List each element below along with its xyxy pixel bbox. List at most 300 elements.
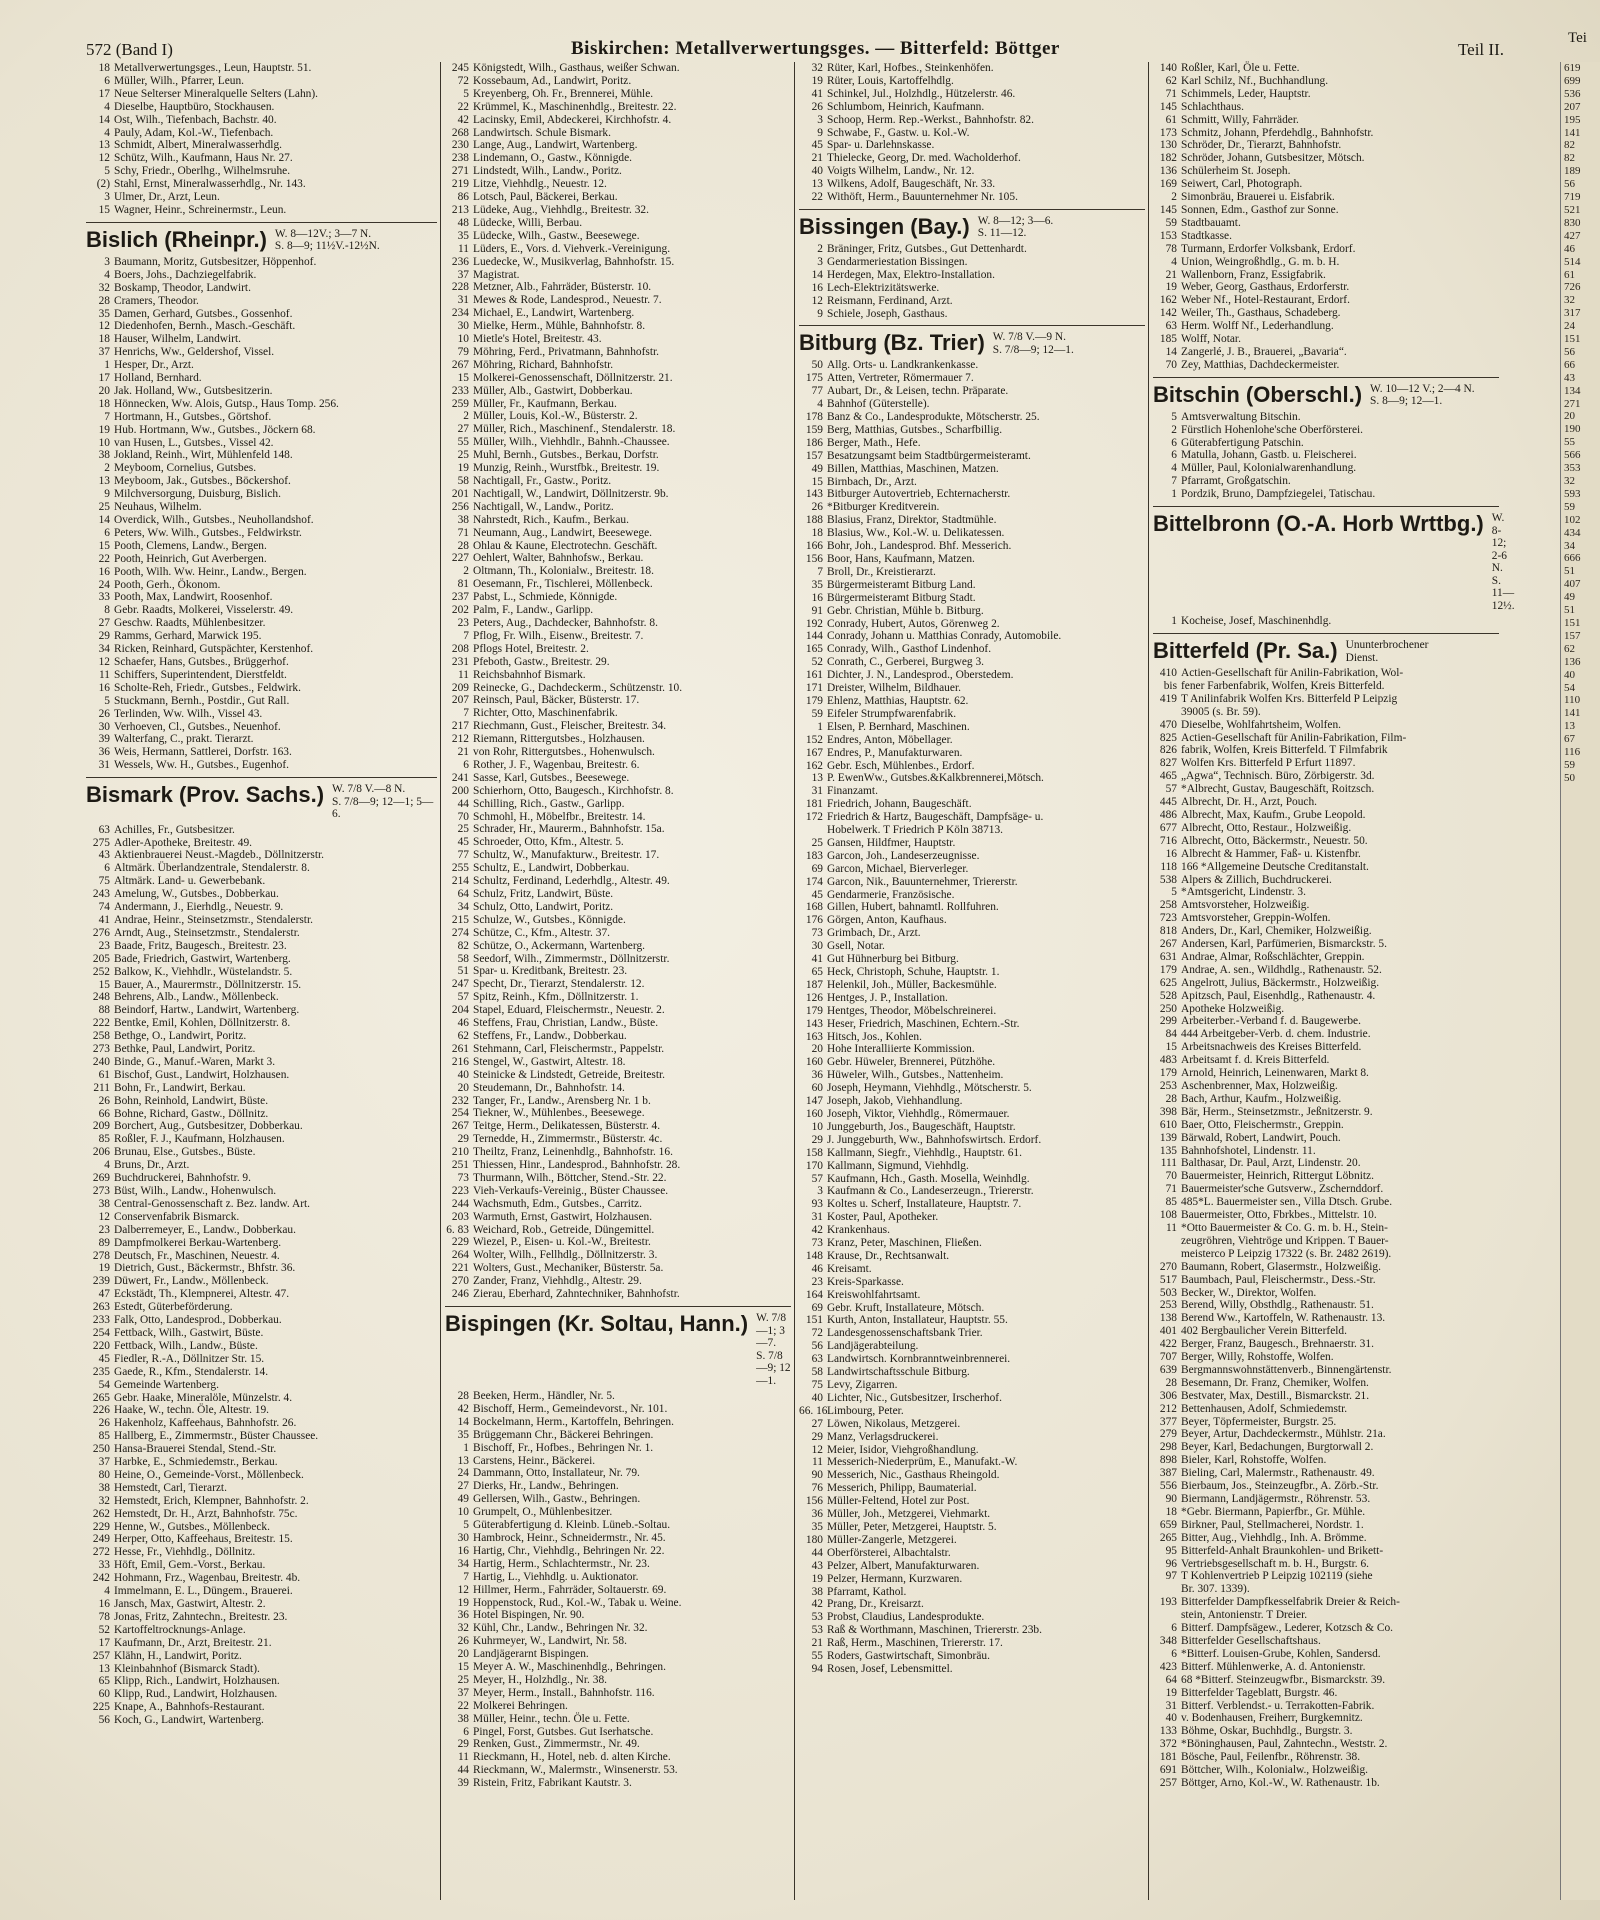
phone-number: 422 [1159,1338,1177,1351]
subscriber-entry [799,630,1145,643]
subscriber-name: Rother, J. F., Wagenbau, Breitestr. 6. [473,758,640,771]
margin-number: 593 [1564,487,1581,500]
subscriber-entry [799,1018,1145,1031]
phone-number: 181 [1159,1751,1177,1764]
subscriber-name: 485*L. Bauermeister sen., Villa Dtsch. Grube. [1181,1196,1393,1209]
subscriber-name: Deutsch, Fr., Maschinen, Neuestr. 4. [114,1249,280,1262]
subscriber-entry [799,1082,1145,1095]
phone-number: 21 [457,746,469,759]
subscriber-name: Schy, Friedr., Oberlhg., Wilhelmsruhe. [114,165,291,178]
page-number: 572 (Band I) [86,40,173,59]
subscriber-name: Stadtkasse. [1181,229,1232,242]
subscriber-entry [86,437,437,450]
subscriber-entry [86,630,437,643]
directory-column [794,62,1148,1900]
phone-number: 38 [98,449,110,462]
subscriber-name: Gendarmerie, Französische. [827,888,955,901]
phone-number: 3 [104,255,110,268]
phone-number: 220 [92,1339,110,1352]
subscriber-name: Schwabe, F., Gastw. u. Kol.-W. [827,126,970,139]
phone-number: 6 [1171,1647,1177,1660]
subscriber-name: Albrecht, Otto, Restaur., Holzweißig. [1181,821,1352,834]
phone-number: 57 [1165,783,1177,796]
subscriber-entry [445,462,791,475]
subscriber-entry [86,269,437,282]
subscriber-entry [86,579,437,592]
phone-number: 271 [451,165,469,178]
subscriber-name: Gendarmeriestation Bissingen. [827,255,968,268]
town-name: Bitburg (Bz. Trier) [799,330,985,356]
subscriber-name: Müller, Peter, Metzgerei, Hauptstr. 5. [827,1520,997,1533]
margin-number: 514 [1564,255,1581,268]
phone-number: 71 [1165,87,1177,100]
subscriber-name: Dalberremeyer, E., Landw., Dobberkau. [114,1223,296,1236]
subscriber-name: Schülerheim St. Joseph. [1181,165,1291,178]
subscriber-name: Lüdeke, Aug., Viehhdlg., Breitestr. 32. [473,203,649,216]
subscriber-entry [799,1586,1145,1599]
subscriber-name: Union, Weingroßhdlg., G. m. b. H. [1181,255,1340,268]
phone-number: 144 [805,630,823,643]
subscriber-entry [799,785,1145,798]
subscriber-entry [1153,1648,1499,1661]
subscriber-name: Baade, Fritz, Baugesch., Breitestr. 23. [114,939,287,952]
phone-number: 34 [457,1557,469,1570]
subscriber-entry [1153,1596,1499,1609]
phone-number: 180 [805,1533,823,1546]
margin-number: 699 [1564,74,1581,87]
subscriber-entry [799,592,1145,605]
subscriber-name: Metzner, Alb., Fahrräder, Büsterstr. 10. [473,281,652,294]
subscriber-name: Weber, Georg, Gasthaus, Erdorferstr. [1181,281,1350,294]
phone-number: 135 [1159,1144,1177,1157]
phone-number: 32 [98,281,110,294]
subscriber-name: Heck, Christoph, Schuhe, Hauptstr. 1. [827,966,1000,978]
subscriber-name: Bruns, Dr., Arzt. [114,1159,190,1172]
subscriber-entry [1153,1377,1499,1390]
subscriber-entry [1153,346,1499,359]
phone-number: 24 [98,578,110,591]
phone-number: 56 [98,1714,110,1727]
margin-number: 189 [1564,165,1581,178]
subscriber-name: Balkow, K., Viehhdlr., Wüstelandstr. 5. [114,965,293,978]
subscriber-entry [1153,1777,1499,1790]
subscriber-name: Albrecht, Otto, Bäckermstr., Neuestr. 50. [1181,834,1368,847]
subscriber-entry [445,1133,791,1146]
subscriber-entry [86,1314,437,1327]
subscriber-entry [86,1327,437,1340]
phone-number: 2 [104,462,110,475]
subscriber-entry [86,617,437,630]
subscriber-name: Haake, W., techn. Öle, Altestr. 19. [114,1404,270,1417]
phone-number: 200 [451,784,469,797]
subscriber-name: Joseph, Viktor, Viehhdlg., Römermauer. [827,1107,1010,1120]
phone-number [1153,1609,1181,1622]
margin-number: 427 [1564,229,1581,242]
subscriber-name: Bitterfelder Gesellschaftshaus. [1181,1634,1321,1647]
subscriber-name: Bitburger Autovertrieb, Echternacherstr. [827,488,1011,501]
subscriber-name: Kühl, Chr., Landw., Behringen Nr. 32. [473,1622,648,1635]
subscriber-entry [1153,744,1499,757]
subscriber-name: Pelzer, Albert, Manufakturwaren. [827,1559,980,1572]
phone-number: 716 [1159,834,1177,847]
subscriber-name: Lindemann, O., Gastw., Könnigde. [473,152,633,165]
subscriber-entry [86,1288,437,1301]
phone-number: 265 [92,1391,110,1404]
subscriber-name: Hartig, Herm., Schlachtermstr., Nr. 23. [473,1557,650,1570]
subscriber-entry [799,1353,1145,1366]
subscriber-entry [445,385,791,398]
subscriber-entry [86,449,437,462]
phone-number: 221 [451,1262,469,1275]
subscriber-name: 39005 (s. Br. 59). [1181,705,1261,718]
subscriber-entry [799,178,1145,191]
phone-number: 11 [458,1751,469,1764]
subscriber-name: Theiltz, Franz, Leinenhdlg., Bahnhofstr. 16. [473,1146,673,1159]
phone-number: 39 [98,733,110,746]
subscriber-entry [1153,796,1499,809]
subscriber-entry [1153,475,1499,488]
subscriber-entry [86,75,437,88]
phone-number: 48 [457,216,469,229]
margin-number: 82 [1564,139,1575,152]
subscriber-entry [1153,1558,1499,1571]
page-header [86,22,1504,60]
subscriber-entry [799,1031,1145,1044]
phone-number: 16 [811,591,823,604]
subscriber-entry [799,1392,1145,1405]
phone-number: 90 [1165,1493,1177,1505]
subscriber-name: Bieler, Karl, Rohstoffe, Wolfen. [1181,1454,1327,1467]
subscriber-entry [799,876,1145,889]
subscriber-entry [86,1585,437,1598]
subscriber-name: Brunau, Else., Gutsbes., Büste. [114,1146,256,1159]
subscriber-name: Dierks, Hr., Landw., Behringen. [473,1480,619,1493]
subscriber-entry [86,204,437,217]
phone-number: 79 [457,345,469,358]
subscriber-entry [799,256,1145,269]
subscriber-name: Neumann, Aug., Landwirt, Beesewege. [473,526,653,539]
subscriber-name: Andrae, Almar, Roßschlächter, Greppin. [1181,950,1365,963]
subscriber-entry [86,308,437,321]
subscriber-entry [1153,822,1499,835]
subscriber-name: Eckstädt, Th., Klempnerei, Altestr. 47. [114,1288,290,1301]
phone-number: 22 [98,552,110,565]
phone-number: 6 [1171,1622,1177,1635]
phone-number: 192 [805,617,823,630]
margin-number: 566 [1564,449,1581,462]
phone-number: 16 [98,565,110,578]
phone-number: 44 [457,797,469,810]
subscriber-entry [86,1714,437,1727]
subscriber-entry [445,578,791,591]
subscriber-name: van Husen, L., Gutsbes., Vissel 42. [114,436,274,449]
subscriber-entry [86,1095,437,1108]
subscriber-entry [86,1056,437,1069]
subscriber-entry [799,282,1145,295]
subscriber-name: Besatzungsamt beim Stadtbürgermeisteramt. [827,449,1031,462]
phone-number: 265 [1159,1531,1177,1544]
phone-number: 181 [805,798,823,811]
subscriber-entry [1153,1041,1499,1054]
subscriber-name: Hansa-Brauerei Stendal, Stend.-Str. [114,1443,277,1456]
subscriber-name: *Otto Bauermeister & Co. G. m. b. H., Stein- [1181,1221,1388,1234]
subscriber-entry [1153,1751,1499,1764]
subscriber-entry [86,940,437,953]
subscriber-name: Sonnen, Edm., Gasthof zur Sonne. [1181,203,1339,216]
subscriber-name: Dieselbe, Hauptbüro, Stockhausen. [114,100,275,113]
subscriber-name: Bauermeister'sche Gutsverw., Zschernddorf. [1181,1183,1384,1196]
page-title: Biskirchen: Metallverwertungsges. — Bitterfeld: Böttger [571,38,1060,59]
subscriber-name: Michael, E., Landwirt, Wartenberg. [473,307,635,320]
phone-number: 65 [811,966,823,978]
phone-number: 377 [1159,1415,1177,1428]
phone-number: 58 [811,1366,823,1379]
phone-number: 72 [811,1327,823,1340]
subscriber-name: v. Bodenhausen, Freiherr, Burgkemnitz. [1181,1712,1363,1725]
subscriber-entry [86,1624,437,1637]
subscriber-entry [445,152,791,165]
subscriber-entry [445,1262,791,1275]
phone-number: 61 [98,1068,110,1081]
subscriber-entry [1153,848,1499,861]
subscriber-entry [799,992,1145,1005]
subscriber-entry [445,772,791,785]
subscriber-name: Beyer, Karl, Bedachungen, Burgtorwall 2. [1181,1441,1374,1454]
subscriber-name: Hohe Interalliierte Kommission. [827,1043,975,1056]
margin-number: 32 [1564,475,1575,487]
phone-number: 252 [92,965,110,978]
phone-number: 256 [451,500,469,513]
subscriber-entry [1153,217,1499,230]
phone-number: 1 [104,359,110,372]
margin-number: 195 [1564,113,1581,126]
subscriber-name: Conrady, Johann u. Matthias Conrady, Automobile. [827,630,1062,643]
subscriber-entry [86,927,437,940]
subscriber-name: Amelung, W., Gutsbes., Dobberkau. [114,888,279,901]
subscriber-name: Angelrott, Julius, Bäckermstr., Holzweißig. [1181,976,1380,989]
phone-number: 12 [811,294,823,307]
subscriber-entry [445,1674,791,1687]
subscriber-name: Fettback, Wilh., Landw., Büste. [114,1339,258,1352]
phone-number: 398 [1159,1105,1177,1118]
phone-number: 58 [457,475,469,487]
subscriber-name: Kreisamt. [827,1262,872,1275]
subscriber-name: Hentges, J. P., Installation. [827,991,948,1004]
subscriber-name: Lech-Elektrizitätswerke. [827,281,940,294]
subscriber-entry [445,165,791,178]
phone-number [1153,1248,1181,1261]
subscriber-name: Litze, Viehhdlg., Neuestr. 12. [473,178,607,191]
phone-number: 5 [463,87,469,100]
phone-number: 73 [457,1171,469,1184]
margin-number: 521 [1564,203,1581,216]
phone-number: 212 [451,733,469,746]
phone-number: 26 [98,1094,110,1107]
subscriber-name: Bentke, Emil, Kohlen, Döllnitzerstr. 8. [114,1017,291,1030]
subscriber-name: Riemann, Rittergutsbes., Holzhausen. [473,733,645,746]
subscriber-name: Jokland, Reinh., Wirt, Mühlenfeld 148. [114,449,293,462]
phone-number: 270 [1159,1260,1177,1273]
subscriber-entry [1153,1583,1499,1596]
subscriber-entry [799,734,1145,747]
subscriber-name: Zander, Franz, Viehhdlg., Altestr. 29. [473,1275,642,1288]
phone-number: 89 [98,1236,110,1249]
subscriber-entry [1153,925,1499,938]
subscriber-entry [86,888,437,901]
subscriber-name: Hillmer, Herm., Fahrräder, Soltauerstr. 69. [473,1583,667,1596]
subscriber-name: Stehmann, Carl, Fleischermstr., Pappelstr. [473,1042,665,1055]
subscriber-entry [1153,165,1499,178]
subscriber-entry [1153,1570,1499,1583]
subscriber-name: Hambrock, Heinr., Schneidermstr., Nr. 45. [473,1531,666,1544]
phone-number: 25 [457,1673,469,1686]
margin-number: 59 [1564,500,1575,513]
subscriber-name: Probst, Claudius, Landesprodukte. [827,1611,985,1624]
subscriber-name: Lotsch, Paul, Bäckerei, Berkau. [473,191,618,204]
phone-number: 174 [805,875,823,888]
margin-number: 34 [1564,539,1575,552]
subscriber-entry [1153,770,1499,783]
phone-number: 59 [1165,216,1177,229]
subscriber-name: Molkerei Behringen. [473,1699,568,1712]
subscriber-name: Nachtigall, W., Landw., Poritz. [473,500,614,513]
phone-number: 22 [457,1699,469,1712]
phone-number: 27 [457,1480,469,1493]
phone-number: 173 [1159,126,1177,139]
subscriber-entry [1153,1287,1499,1300]
subscriber-entry [86,1675,437,1688]
subscriber-entry [1153,1299,1499,1312]
subscriber-entry [86,1456,437,1469]
subscriber-entry [86,1146,437,1159]
phone-number: 63 [811,1353,823,1366]
subscriber-name: Munzig, Reinh., Wurstfbk., Breitestr. 19. [473,462,660,475]
margin-number: 67 [1564,733,1575,746]
phone-number: 4 [104,100,110,113]
subscriber-name: Eifeler Strumpfwarenfabrik. [827,707,957,720]
subscriber-name: Bierbaum, Jos., Steinzeugfbr., A. Zörb.-Str. [1181,1480,1379,1493]
phone-number: 90 [811,1469,823,1482]
subscriber-entry [1153,977,1499,990]
subscriber-entry [86,398,437,411]
subscriber-entry [445,1609,791,1622]
subscriber-name: Bethge, O., Landwirt, Poritz. [114,1030,247,1043]
subscriber-entry [799,476,1145,489]
subscriber-name: Arbeitsnachweis des Kreises Bitterfeld. [1181,1041,1362,1054]
subscriber-name: Hentges, Theodor, Möbelschreinerei. [827,1004,997,1017]
phone-number: 12 [98,152,110,165]
subscriber-entry [799,1134,1145,1147]
subscriber-entry [799,1289,1145,1302]
subscriber-name: Bischoff, Fr., Hofbes., Behringen Nr. 1. [473,1441,654,1454]
subscriber-entry [1153,1416,1499,1429]
phone-number: 470 [1159,718,1177,731]
subscriber-entry [799,927,1145,940]
subscriber-entry [445,707,791,720]
phone-number: 15 [457,1661,469,1674]
phone-number: 44 [457,1764,469,1777]
phone-number: 255 [451,862,469,875]
subscriber-name: Bischoff, Herm., Gemeindevorst., Nr. 101. [473,1402,668,1415]
subscriber-entry [799,1211,1145,1224]
phone-number: 2 [1171,423,1177,436]
subscriber-name: Reichsbahnhof Bismark. [473,668,586,681]
subscriber-name: Achilles, Fr., Gutsbesitzer. [114,823,235,836]
subscriber-entry [445,1442,791,1455]
phone-number: 2 [1171,191,1177,204]
subscriber-entry [799,1327,1145,1340]
subscriber-name: Düwert, Fr., Landw., Möllenbeck. [114,1275,269,1288]
phone-number: 44 [811,1546,823,1559]
phone-number: 236 [451,255,469,268]
phone-number: 18 [98,333,110,346]
margin-number: 59 [1564,758,1575,771]
phone-number: 818 [1159,925,1177,938]
subscriber-entry [86,475,437,488]
phone-number: 96 [1165,1557,1177,1570]
phone-number: 6. 83 [446,1223,469,1236]
phone-number: 65 [98,1675,110,1688]
subscriber-entry [1153,359,1499,372]
phone-number: 5 [1171,410,1177,423]
phone-number: 25 [98,501,110,514]
subscriber-entry [799,1366,1145,1379]
phone-number: 241 [451,771,469,784]
margin-number: 830 [1564,216,1581,229]
subscriber-entry [1153,861,1499,874]
subscriber-entry [799,1482,1145,1495]
phone-number: 40 [457,1068,469,1081]
subscriber-name: Schröder, Johann, Gutsbesitzer, Mötsch. [1181,152,1365,165]
subscriber-name: Henrichs, Ww., Geldershof, Vissel. [114,346,275,359]
phone-number: 46 [811,1262,823,1275]
phone-number: 7 [1171,475,1177,488]
phone-number: 3 [104,191,110,204]
phone-number: 35 [457,229,469,242]
phone-number: 53 [811,1624,823,1637]
subscriber-name: Oltmann, Th., Kolonialw., Breitestr. 18. [473,565,654,578]
phone-number: 229 [451,1236,469,1249]
subscriber-entry [445,256,791,269]
phone-number: 182 [1159,152,1177,165]
subscriber-entry [445,1764,791,1777]
subscriber-name: Garcon, Nik., Bauunternehmer, Triererstr. [827,875,1018,888]
phone-number: 2 [463,410,469,423]
subscriber-name: Arnold, Heinrich, Leinenwaren, Markt 8. [1181,1067,1369,1080]
subscriber-name: Karl Schilz, Nf., Buchhandlung. [1181,74,1329,87]
subscriber-entry [445,436,791,449]
subscriber-name: Peters, Aug., Dachdecker, Bahnhofstr. 8. [473,616,658,629]
subscriber-entry [445,75,791,88]
subscriber-name: Pfarramt, Großgatschin. [1181,475,1291,488]
subscriber-entry [445,927,791,940]
phone-number: 707 [1159,1351,1177,1364]
subscriber-entry [799,953,1145,966]
subscriber-entry [1153,1067,1499,1080]
phone-number: 202 [451,604,469,617]
phone-number: 11 [458,242,469,255]
subscriber-name: Arbeitsamt f. d. Kreis Bitterfeld. [1181,1054,1330,1067]
subscriber-name: P. EwenWw., Gutsbes.&Kalkbrennerei,Mötsch. [827,772,1044,785]
phone-number: 7 [817,565,823,578]
subscriber-name: Stadtbauamt. [1181,216,1241,229]
subscriber-entry [1153,1003,1499,1016]
phone-number: 26 [98,1417,110,1430]
phone-number: 133 [1159,1725,1177,1738]
subscriber-name: Hohmann, Frz., Wagenbau, Breitestr. 4b. [114,1572,301,1585]
subscriber-name: Schmohl, H., Möbelfbr., Breitestr. 14. [473,810,646,823]
phone-number: 205 [92,952,110,965]
